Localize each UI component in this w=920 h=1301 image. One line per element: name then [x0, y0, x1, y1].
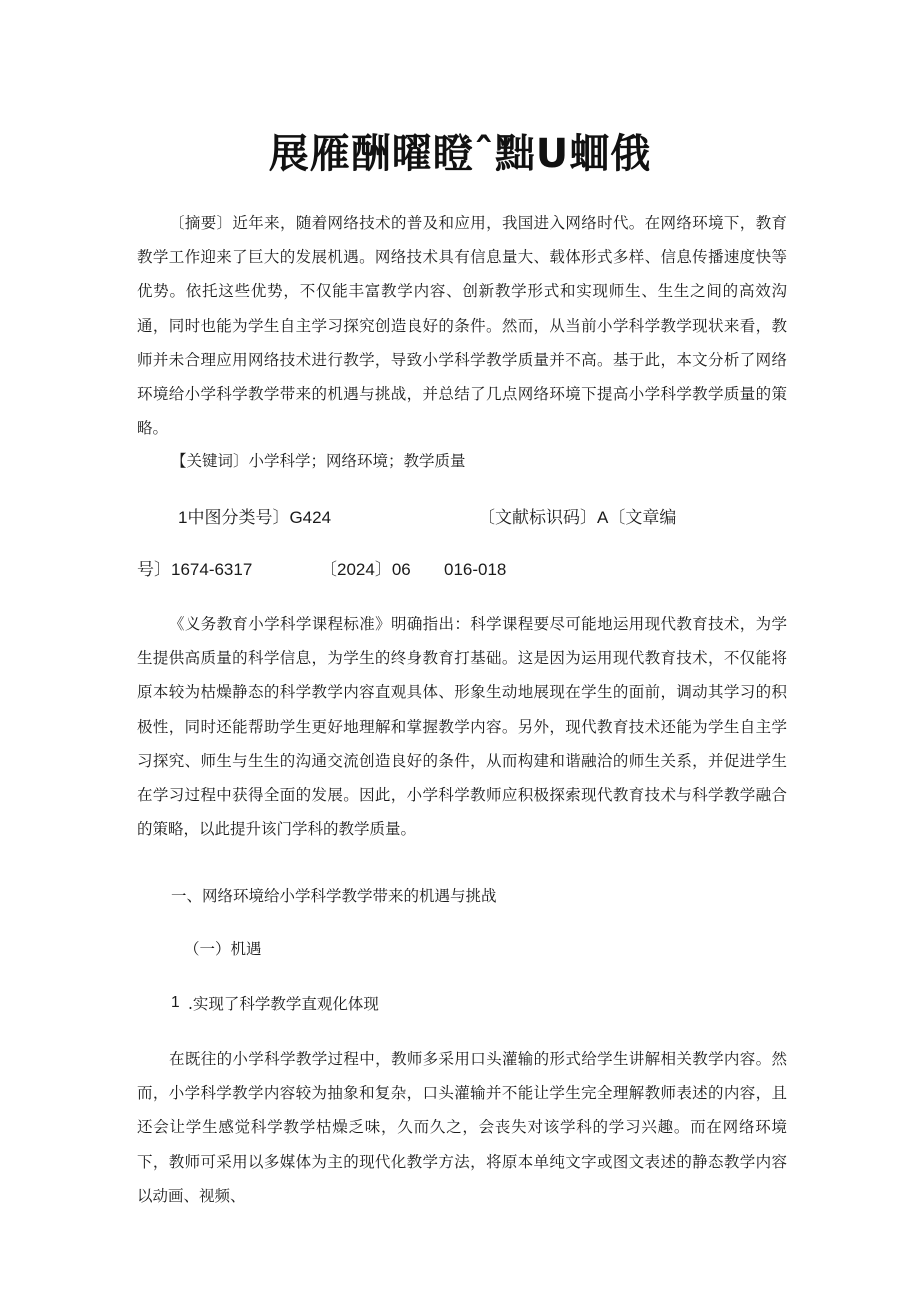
item-number: 1	[171, 994, 180, 1011]
document-title: 展雁酬曜瞪ˆ黜U蜖俄	[268, 131, 652, 177]
keywords-line: 【关键词〕小学科学；网络环境；教学质量	[171, 452, 466, 470]
document-code: 〔文献标识码〕A〔文章编	[478, 508, 677, 527]
section-heading: 一、网络环境给小学科学教学带来的机遇与挑战	[171, 887, 497, 905]
year-issue: 〔2024〕06	[320, 560, 411, 579]
intro-paragraph: 《义务教育小学科学课程标准》明确指出：科学课程要尽可能地运用现代教育技术，为学生提供高质量的科学信息，为学生的终身教育打基础。这是因为运用现代教育技术，不仅能将原本较为枯燥静态的科学教学内容直观具体、形象生动地展现在学生的面前，调动其学习的积极性，同时还能帮助学生更好地理解和掌握教学内容。另外，现代教育技术还能为学生自主学习探究、师生与生生的沟通交流创造良好的条件，从而构建和谐融洽的师生关系，并促进学生在学习过程中获得全面的发展。因此，小学科学教师应积极探索现代教育技术与科学教学融合的策略，以此提升该门学科的教学质量。	[137, 615, 787, 839]
subsection-heading: （一）机遇	[184, 940, 262, 958]
abstract-paragraph: 〔摘要〕近年来，随着网络技术的普及和应用，我国进入网络时代。在网络环境下，教育教学工作迎来了巨大的发展机遇。网络技术具有信息量大、载体形式多样、信息传播速度快等优势。依托这些优势，不仅能丰富教学内容、创新教学形式和实现师生、生生之间的高效沟通，同时也能为学生自主学习探究创造良好的条件。然而，从当前小学科学教学现状来看，教师并未合理应用网络技术进行教学，导致小学科学教学质量并不高。基于此，本文分析了网络环境给小学科学教学带来的机遇与挑战，并总结了几点网络环境下提高小学科学教学质量的策略。	[137, 214, 787, 438]
clc-number: 1中图分类号〕G424	[178, 508, 332, 527]
page-range: 016-018	[444, 560, 507, 579]
item-body-paragraph: 在既往的小学科学教学过程中，教师多采用口头灌输的形式给学生讲解相关教学内容。然而，小学科学教学内容较为抽象和复杂，口头灌输并不能让学生完全理解教师表述的内容，且还会让学生感觉科学教学枯燥乏味，久而久之，会丧失对该学科的学习兴趣。而在网络环境下，教师可采用以多媒体为主的现代化教学方法，将原本单纯文字或图文表述的静态教学内容以动画、视频、	[137, 1050, 787, 1205]
article-number: 号〕1674-6317	[137, 560, 253, 579]
item-heading: .实现了科学教学直观化体现	[188, 995, 379, 1013]
